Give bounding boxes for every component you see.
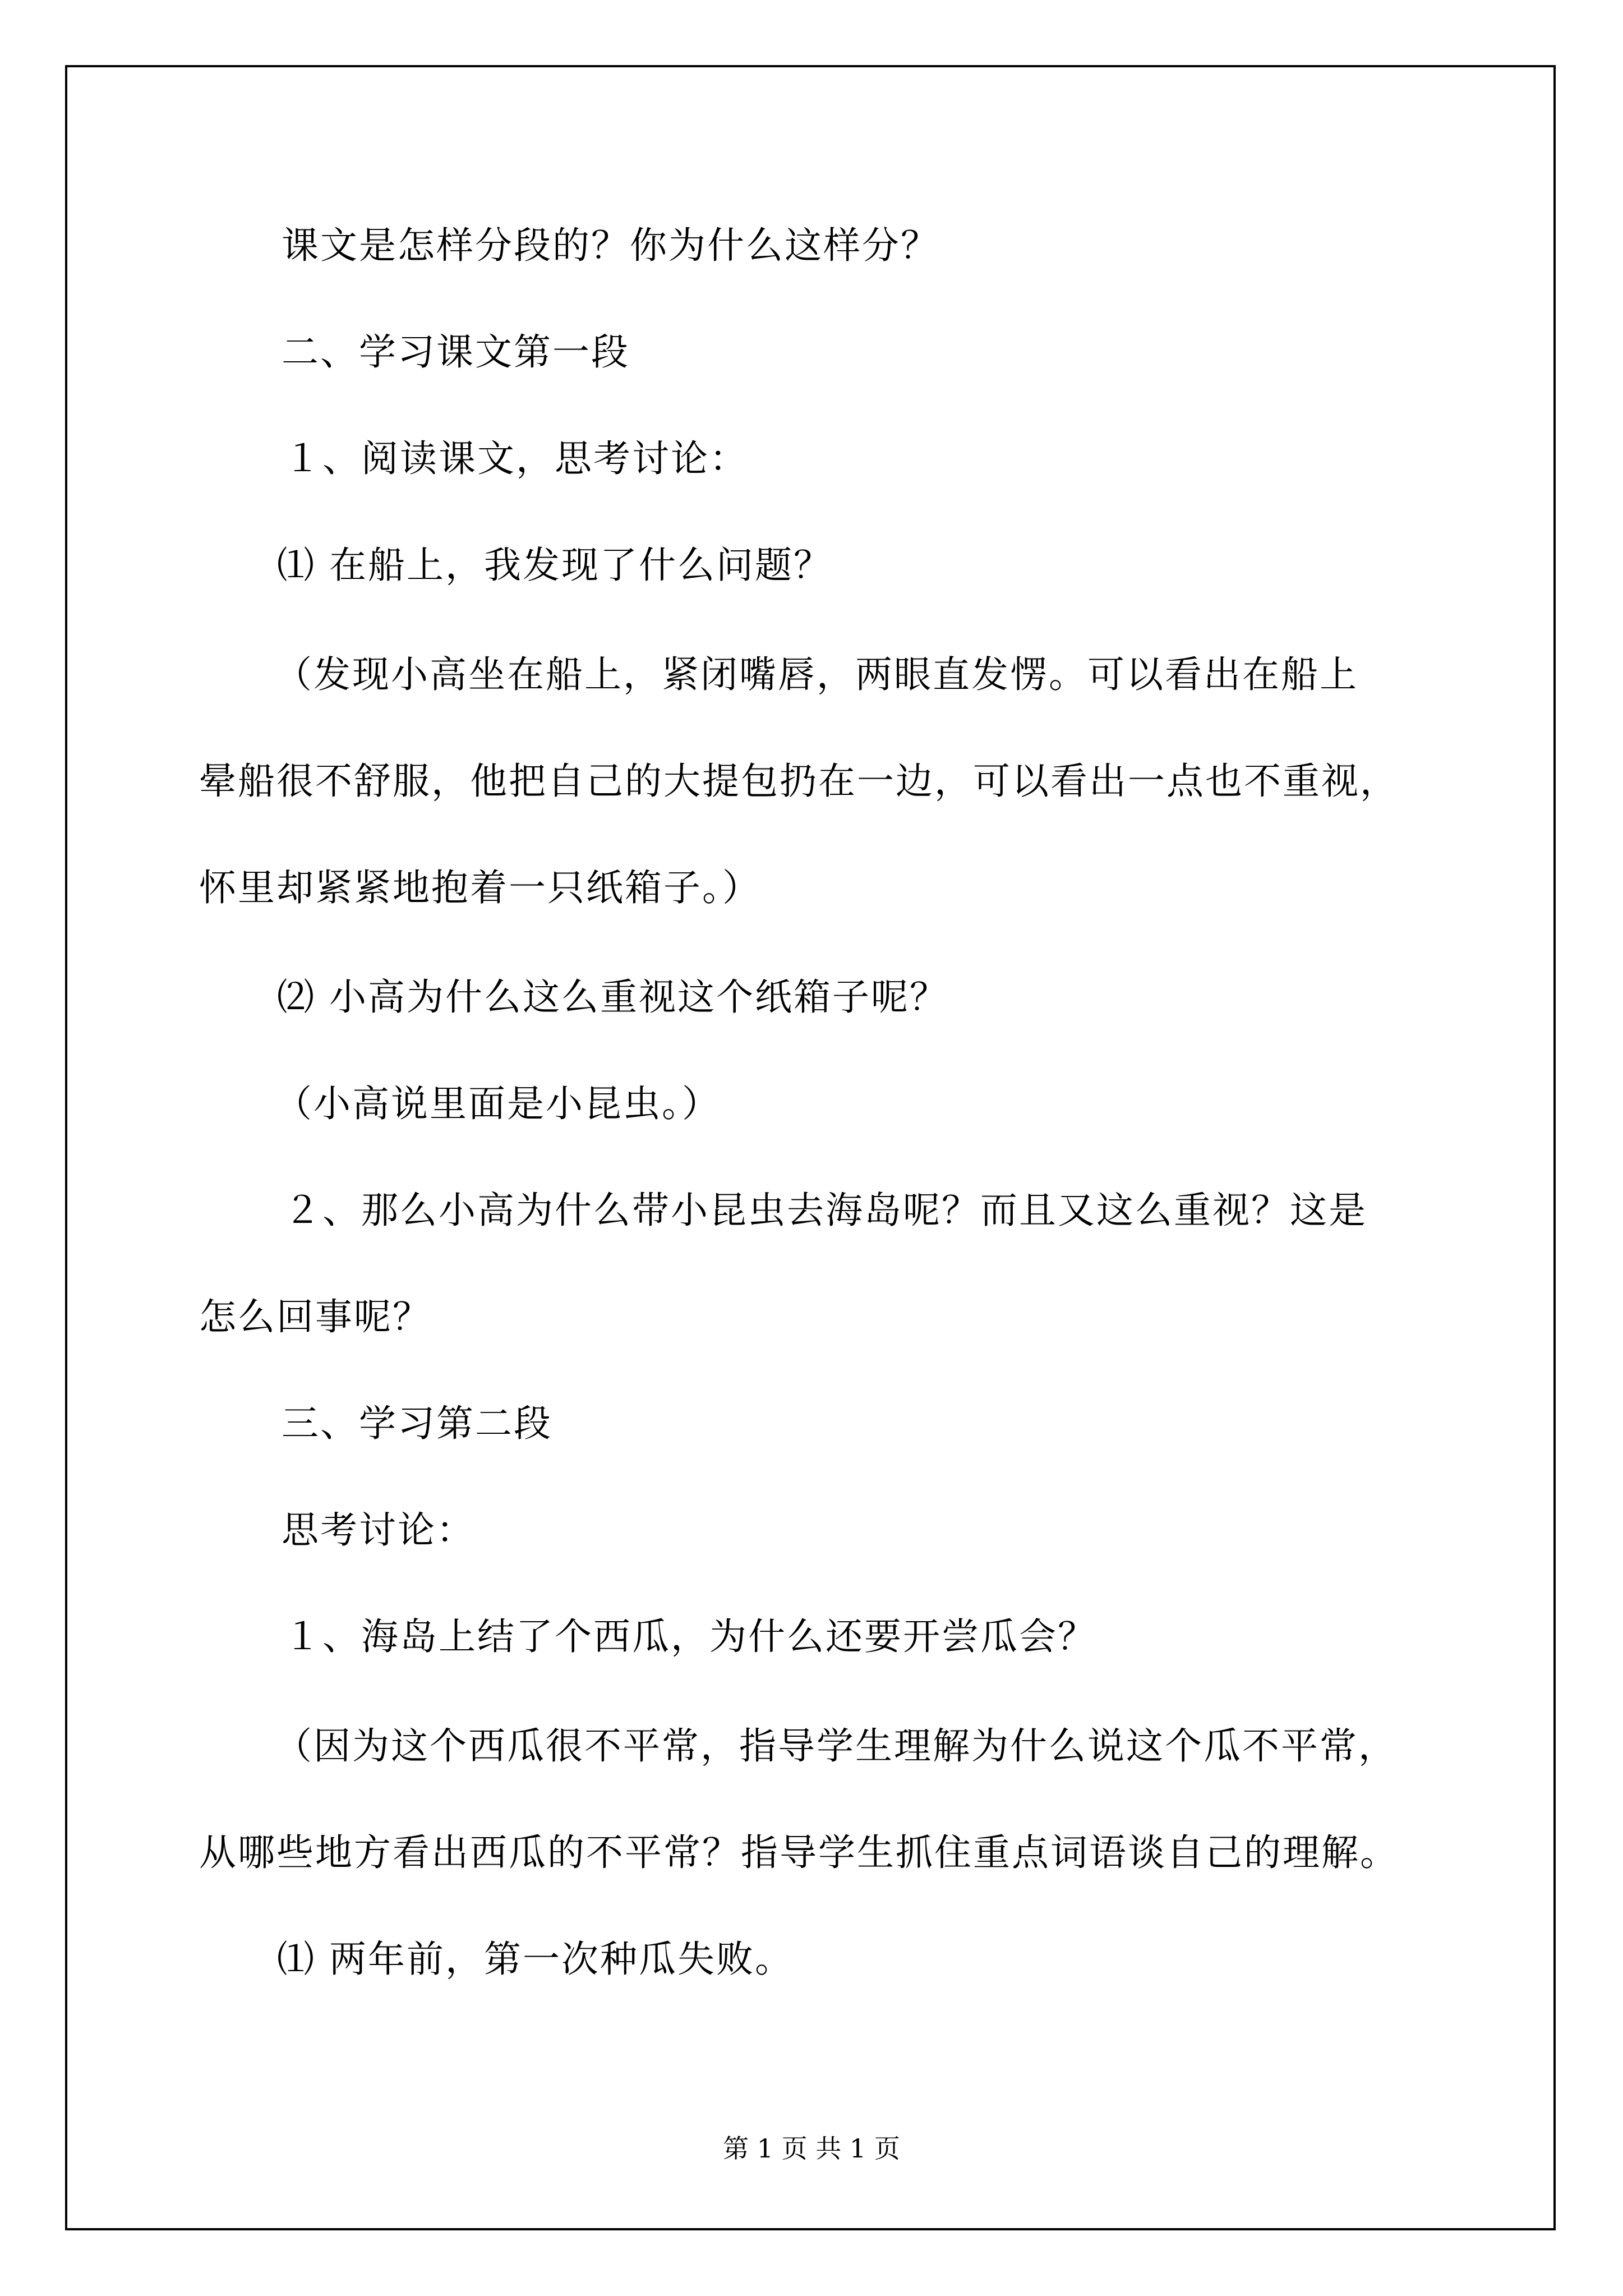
text-line: ⑵ 小高为什么这么重视这个纸箱子呢？ [277, 976, 948, 1019]
section-heading: 二、学习课文第一段 [282, 330, 630, 374]
page-number-footer: 第 1 页 共 1 页 [723, 2133, 900, 2164]
section-heading: 三、学习第二段 [282, 1402, 552, 1445]
text-line: ⑴ 在船上，我发现了什么问题？ [277, 544, 832, 587]
page-border [65, 65, 1556, 2230]
text-line: （发现小高坐在船上，紧闭嘴唇，两眼直发愣。可以看出在船上 [275, 653, 1358, 696]
text-line: ２、那么小高为什么带小昆虫去海岛呢？而且又这么重视？这是 [284, 1189, 1367, 1232]
text-line: （小高说里面是小昆虫。） [275, 1082, 721, 1125]
text-line: 从哪些地方看出西瓜的不平常？指导学生抓住重点词语谈自己的理解。 [199, 1831, 1399, 1874]
text-line: ⑴ 两年前，第一次种瓜失败。 [277, 1938, 794, 1981]
text-line: １、海岛上结了个西瓜，为什么还要开尝瓜会？ [284, 1615, 1096, 1658]
text-line: 课文是怎样分段的？你为什么这样分？ [282, 224, 939, 267]
text-line: （因为这个西瓜很不平常，指导学生理解为什么说这个瓜不平常， [275, 1724, 1397, 1768]
text-line: １、阅读课文，思考讨论： [284, 437, 748, 480]
text-line: 晕船很不舒服，他把自己的大提包扔在一边，可以看出一点也不重视， [199, 760, 1399, 803]
text-line: 怎么回事呢？ [199, 1295, 431, 1338]
text-line: 思考讨论： [282, 1508, 475, 1552]
text-line: 怀里却紧紧地抱着一只纸箱子。） [199, 866, 761, 909]
